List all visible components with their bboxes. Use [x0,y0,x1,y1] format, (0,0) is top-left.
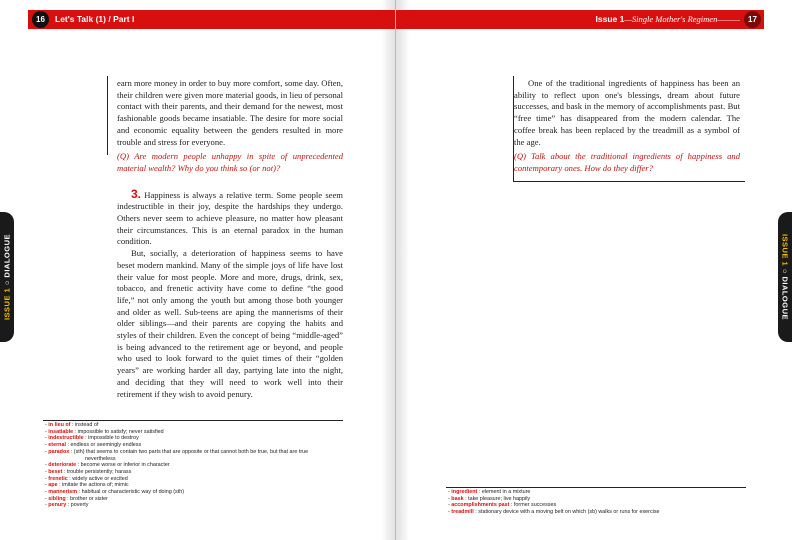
glossary-entry: - accomplishments past : former successes [448,502,557,509]
glossary-term: indestructible [48,435,84,442]
glossary-term: bask [451,495,464,502]
header-issue: Issue 1 [595,14,625,24]
glossary-definition: poverty [70,502,89,509]
glossary-term: mannerism [48,489,78,496]
glossary-definition: widely active or excited [72,475,128,482]
section-tab: ISSUE 1 ○ DIALOGUE [778,212,792,342]
glossary-term: paradox [48,448,70,455]
glossary-term: sibling [48,495,66,502]
question: (Q) Are modern people unhappy in spite of unprecedented material wealth? Why do you think so (or not)? [117,151,343,173]
glossary-entry: - frenetic : widely active or excited [45,475,128,482]
glossary-definition: trouble persistently; harass [66,468,132,475]
paragraph-text: Happiness is always a relative term. Some people seem indestructible in their joy, despite the hardships they undergo. Others never seem to achieve pleasure, no matter how pleasant their circumstances. This is an eternal paradox in the human condition. [117,189,343,247]
glossary-definition: (sth) that seems to contain two parts that are opposite or that cannot both be true, but that are true [73,448,309,455]
glossary-definition: endless or seemingly endless [70,442,142,449]
text-column [514,78,740,175]
tab-issue: ISSUE 1 [2,287,12,321]
glossary-term: deteriorate [48,462,77,469]
header-title [596,10,740,29]
glossary-definition: instead of [74,422,99,428]
glossary [45,422,345,509]
glossary-definition: take pleasure; live happily [468,495,531,502]
glossary-term: ingredient [451,489,478,495]
glossary [448,489,748,516]
page-number: 16 [32,11,49,28]
glossary-entry: - bask : take pleasure; live happily [448,495,531,502]
glossary-entry: - deteriorate : become worse or inferior in character [45,462,170,469]
glossary-entry: - penury : poverty [45,502,89,509]
glossary-term: beset [48,468,63,475]
glossary-entry: - ape : imitate the actions of; mimic [45,482,129,489]
glossary-term: frenetic [48,475,68,482]
glossary-term: in lieu of [48,422,71,428]
glossary-entry: - insatiable : impossible to satisfy; never satisfied [45,428,164,435]
glossary-entry: - in lieu of : instead of [45,422,99,428]
glossary-definition: element in a mixture [481,489,531,495]
glossary-definition: become worse or inferior in character [80,462,170,469]
glossary-definition-continued: nevertheless [85,455,116,462]
glossary-definition: stationary device with a moving belt on which (sb) walks or runs for exercise [478,509,660,516]
glossary-term: ape [48,482,58,489]
glossary-rule [446,487,746,488]
tab-section: DIALOGUE [2,233,12,278]
glossary-entry: - sibling : brother or sister [45,495,108,502]
glossary-definition: former successes [513,502,557,509]
page-header [28,10,395,29]
text-column [117,78,343,400]
header-title: Let's Talk (1) / Part I [55,14,135,24]
section-tab: ISSUE 1 ○ DIALOGUE [0,212,14,342]
margin-rule [107,76,108,155]
glossary-entry: - indestructible : impossible to destroy [45,435,139,442]
margin-rule [513,76,514,182]
glossary-definition: habitual or characteristic way of doing (sth) [81,489,185,496]
paragraph: But, socially, a deterioration of happiness seems to have beset modern mankind. Many of the simple joys of life have lost their value for most people. More and more, drugs, drink, sex, tobacco, and frenetic activity have come to define “the good life,” not only among the youth but among those both younger and older as well. Sub-teens are aping the mannerisms of their older siblings—and their parents are copying the habits and styles of their children. Even the concept of being “middle-aged” is being advanced to the retirement age or beyond, and people who used to look forward to the quiet times of their “golden years” are working harder all day, partying late into the night, and deciding that they will need to work well into their retirement if they wish to avoid penury. [117,248,343,399]
glossary-definition: brother or sister [70,495,108,502]
glossary-entry: - eternal : endless or seemingly endless [45,442,142,449]
section-number: 3. [131,186,142,201]
header-subtitle: —Single Mother's Regimen——— [624,14,740,24]
spine-shadow [381,0,395,540]
glossary-entry: - mannerism : habitual or characteristic way of doing (sth) [45,489,185,496]
right-page [396,0,792,540]
glossary-entry: - treadmill : stationary device with a moving belt on which (sb) walks or runs for exercise [448,509,660,516]
glossary-rule [43,420,343,421]
page-number: 17 [744,11,761,28]
glossary-term: penury [48,502,67,509]
glossary-entry: - paradox : (sth) that seems to contain two parts that are opposite or that cannot both be true, but that are true [45,448,309,455]
glossary-term: accomplishments past [451,502,510,509]
glossary-entry: - ingredient : element in a mixture [448,489,531,495]
tab-section: DIALOGUE [780,276,790,321]
question: (Q) Talk about the traditional ingredients of happiness and contemporary ones. How do they differ? [514,151,740,173]
spine-shadow [396,0,410,540]
glossary-entry: - beset : trouble persistently; harass [45,468,132,475]
paragraph [117,186,343,249]
glossary-definition: imitate the actions of; mimic [62,482,129,489]
margin-rule-bottom [513,181,745,182]
glossary-definition: impossible to destroy [88,435,139,442]
page-header [396,10,764,29]
glossary-term: treadmill [451,509,474,516]
glossary-term: insatiable [48,428,74,435]
paragraph: earn more money in order to buy more comfort, some day. Often, their children were given more material goods, in lieu of personal contact with their parents, and their demand for the newest, most fashionable goods became insatiable. The desire for more social and economic equality between the genders resulted in more trouble and stress for everyone. [117,78,343,147]
paragraph: One of the traditional ingredients of happiness has been an ability to reflect upon one's blessings, dream about future successes, and bask in the memory of accomplishments past. But “free time” has disappeared from the modern calendar. The coffee break has been replaced by the treadmill as a symbol of the age. [514,78,740,147]
glossary-definition: impossible to satisfy; never satisfied [77,428,164,435]
glossary-term: eternal [48,442,66,449]
tab-issue: ISSUE 1 [780,233,790,267]
